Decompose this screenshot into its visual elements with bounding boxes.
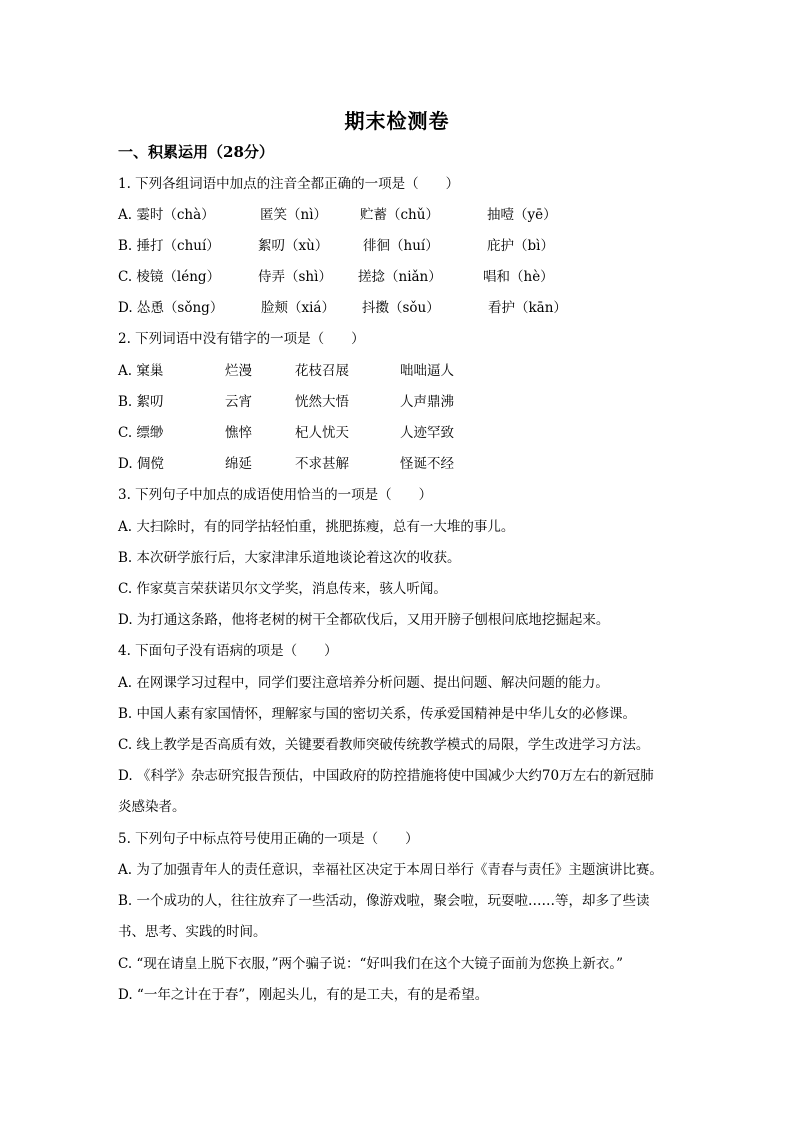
question-4-stem: 4. 下面句子没有语病的项是（ ） bbox=[118, 643, 338, 659]
question-2-stem: 2. 下列词语中没有错字的一项是（ ） bbox=[118, 331, 365, 347]
q1-option-a-word3: 贮蓄（chǔ） bbox=[360, 207, 439, 223]
q3-option-a: A. 大扫除时，有的同学拈轻怕重，挑肥拣瘦，总有一大堆的事儿。 bbox=[118, 519, 515, 535]
q2-option-d-word4: 怪诞不经 bbox=[400, 456, 454, 472]
q4-option-d: D. 《科学》杂志研究报告预估，中国政府的防控措施将使中国减少大约70万左右的新冠肺 bbox=[118, 768, 654, 784]
q1-option-b-word2: 絮叨（xù） bbox=[258, 238, 329, 254]
q2-option-a-word4: 咄咄逼人 bbox=[400, 363, 454, 379]
q5-option-a: A. 为了加强青年人的责任意识，幸福社区决定于本周日举行《青春与责任》主题演讲比赛。 bbox=[118, 862, 663, 878]
q1-option-d-word3: 抖擞（sǒu） bbox=[362, 300, 440, 316]
q2-option-c-word2: 憔悴 bbox=[225, 425, 252, 441]
question-5-stem: 5. 下列句子中标点符号使用正确的一项是（ ） bbox=[118, 831, 419, 847]
q2-option-d-word3: 不求甚解 bbox=[295, 456, 349, 472]
q1-option-d-word4: 看护（kān） bbox=[488, 300, 567, 316]
q2-option-a-word2: 烂漫 bbox=[225, 363, 252, 379]
q1-option-c-word1: C. 棱镜（léng） bbox=[118, 269, 221, 285]
q1-option-c-word3: 搓捻（niǎn） bbox=[358, 269, 442, 285]
q4-option-c: C. 线上教学是否高质有效，关键要看教师突破传统教学模式的局限，学生改进学习方法。 bbox=[118, 737, 650, 753]
q2-option-d-word2: 绵延 bbox=[225, 456, 252, 472]
question-3-stem: 3. 下列句子中加点的成语使用恰当的一项是（ ） bbox=[118, 487, 433, 503]
q2-option-a-word3: 花枝召展 bbox=[295, 363, 349, 379]
q2-option-b-word4: 人声鼎沸 bbox=[400, 394, 454, 410]
q2-option-b-word3: 恍然大悟 bbox=[295, 394, 349, 410]
q1-option-d-word1: D. 怂恿（sǒng） bbox=[118, 300, 224, 316]
q3-option-d: D. 为打通这条路，他将老树的树干全都砍伐后，又用开膀子刨根问底地挖掘起来。 bbox=[118, 612, 610, 628]
q1-option-b-word3: 徘徊（huí） bbox=[363, 238, 439, 254]
q4-option-b: B. 中国人素有家国情怀，理解家与国的密切关系，传承爱国精神是中华儿女的必修课。 bbox=[118, 706, 637, 722]
q5-option-c: C. “现在请皇上脱下衣服，”两个骗子说：“好叫我们在这个大镜子面前为您换上新衣。” bbox=[118, 956, 624, 972]
q2-option-c-word1: C. 缥缈 bbox=[118, 425, 164, 441]
q2-option-b-word2: 云宵 bbox=[225, 394, 252, 410]
q1-option-a-word2: 匿笑（nì） bbox=[260, 207, 328, 223]
q4-option-a: A. 在网课学习过程中，同学们要注意培养分析问题、提出问题、解决问题的能力。 bbox=[118, 675, 609, 691]
q1-option-b-word4: 庇护（bì） bbox=[487, 238, 554, 254]
q1-option-b-word1: B. 捶打（chuí） bbox=[118, 238, 220, 254]
q5-option-b: B. 一个成功的人，往往放弃了一些活动，像游戏啦，聚会啦，玩耍啦……等，却多了些读 bbox=[118, 893, 650, 909]
q1-option-c-word4: 唱和（hè） bbox=[483, 269, 554, 285]
q4-option-d-continuation: 炎感染者。 bbox=[118, 799, 186, 815]
q2-option-b-word1: B. 絮叨 bbox=[118, 394, 164, 410]
q2-option-a-word1: A. 窠巢 bbox=[118, 363, 164, 379]
q2-option-d-word1: D. 倜傥 bbox=[118, 456, 164, 472]
section-heading-accumulation: 一、积累运用（28分） bbox=[118, 143, 274, 161]
question-1-stem: 1. 下列各组词语中加点的注音全都正确的一项是（ ） bbox=[118, 176, 460, 192]
q1-option-d-word2: 脸颊（xiá） bbox=[261, 300, 335, 316]
q1-option-c-word2: 侍弄（shì） bbox=[258, 269, 332, 285]
q1-option-a-word1: A. 霎时（chà） bbox=[118, 207, 215, 223]
q3-option-c: C. 作家莫言荣获诺贝尔文学奖，消息传来，骇人听闻。 bbox=[118, 581, 447, 597]
q2-option-c-word3: 杞人忧天 bbox=[295, 425, 349, 441]
exam-title: 期末检测卷 bbox=[344, 109, 450, 133]
q1-option-a-word4: 抽噎（yē） bbox=[487, 207, 557, 223]
q3-option-b: B. 本次研学旅行后，大家津津乐道地谈论着这次的收获。 bbox=[118, 550, 461, 566]
q5-option-d: D. “一年之计在于春”，刚起头儿，有的是工夫，有的是希望。 bbox=[118, 987, 489, 1003]
q2-option-c-word4: 人迹罕致 bbox=[400, 425, 454, 441]
q5-option-b-continuation: 书、思考、实践的时间。 bbox=[118, 924, 267, 940]
